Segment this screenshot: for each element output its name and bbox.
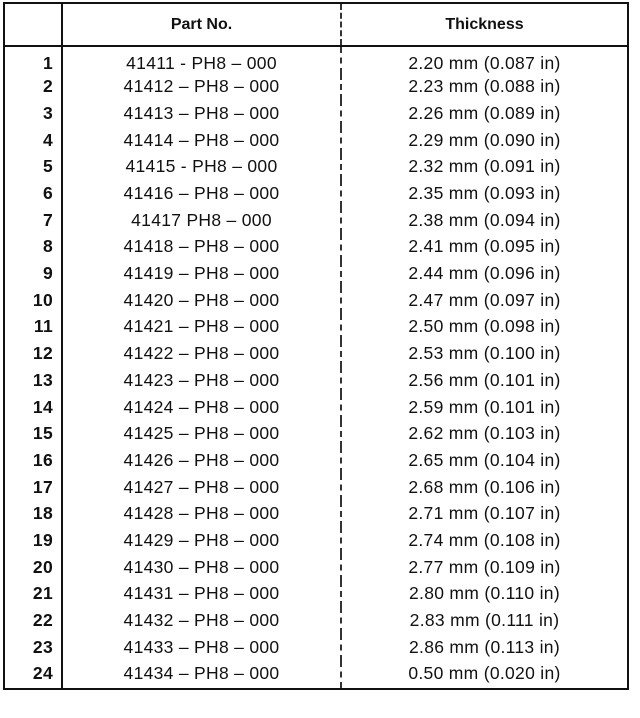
thickness-value: 2.83 mm (0.111 in) [341,607,628,634]
part-number: 41421 – PH8 – 000 [62,314,341,341]
part-number: 41423 – PH8 – 000 [62,367,341,394]
table-body [4,46,628,689]
thickness-value: 2.38 mm (0.094 in) [341,207,628,234]
header-thickness: Thickness [341,3,628,46]
row-number: 17 [4,474,62,501]
row-number: 15 [4,421,62,448]
thickness-value: 2.50 mm (0.098 in) [341,314,628,341]
thickness-value: 2.53 mm (0.100 in) [341,341,628,368]
thickness-value: 2.74 mm (0.108 in) [341,527,628,554]
table-row [4,261,628,288]
row-number: 7 [4,207,62,234]
header-part-no: Part No. [62,3,341,46]
thickness-value: 2.65 mm (0.104 in) [341,447,628,474]
row-number: 22 [4,607,62,634]
part-number: 41416 – PH8 – 000 [62,180,341,207]
part-number: 41413 – PH8 – 000 [62,100,341,127]
thickness-value: 2.44 mm (0.096 in) [341,261,628,288]
row-number: 13 [4,367,62,394]
table-row [4,421,628,448]
parts-thickness-table [3,2,629,690]
part-number: 41415 - PH8 – 000 [62,154,341,181]
part-number: 41424 – PH8 – 000 [62,394,341,421]
row-number: 3 [4,100,62,127]
table-row [4,554,628,581]
table-row [4,314,628,341]
table-row [4,180,628,207]
part-number: 41431 – PH8 – 000 [62,581,341,608]
row-number: 9 [4,261,62,288]
part-number: 41425 – PH8 – 000 [62,421,341,448]
row-number: 4 [4,127,62,154]
thickness-value: 2.41 mm (0.095 in) [341,234,628,261]
table-row [4,74,628,101]
row-number: 1 [4,46,62,74]
table-row [4,581,628,608]
part-number: 41417 PH8 – 000 [62,207,341,234]
table-row [4,634,628,661]
row-number: 6 [4,180,62,207]
part-number: 41412 – PH8 – 000 [62,74,341,101]
row-number: 2 [4,74,62,101]
thickness-value: 2.77 mm (0.109 in) [341,554,628,581]
part-number: 41422 – PH8 – 000 [62,341,341,368]
table-row [4,661,628,689]
row-number: 5 [4,154,62,181]
row-number: 18 [4,501,62,528]
thickness-value: 2.47 mm (0.097 in) [341,287,628,314]
thickness-value: 2.59 mm (0.101 in) [341,394,628,421]
table-row [4,207,628,234]
thickness-value: 2.56 mm (0.101 in) [341,367,628,394]
thickness-value: 2.26 mm (0.089 in) [341,100,628,127]
thickness-value: 2.20 mm (0.087 in) [341,46,628,74]
row-number: 14 [4,394,62,421]
header-number [4,3,62,46]
table-row [4,474,628,501]
part-number: 41414 – PH8 – 000 [62,127,341,154]
table-row [4,501,628,528]
part-number: 41427 – PH8 – 000 [62,474,341,501]
part-number: 41411 - PH8 – 000 [62,46,341,74]
thickness-value: 2.86 mm (0.113 in) [341,634,628,661]
row-number: 8 [4,234,62,261]
thickness-value: 2.29 mm (0.090 in) [341,127,628,154]
part-number: 41418 – PH8 – 000 [62,234,341,261]
table-header-row [4,3,628,46]
row-number: 21 [4,581,62,608]
part-number: 41429 – PH8 – 000 [62,527,341,554]
thickness-value: 2.23 mm (0.088 in) [341,74,628,101]
thickness-value: 2.62 mm (0.103 in) [341,421,628,448]
part-number: 41426 – PH8 – 000 [62,447,341,474]
part-number: 41430 – PH8 – 000 [62,554,341,581]
part-number: 41433 – PH8 – 000 [62,634,341,661]
table-row [4,394,628,421]
thickness-value: 2.32 mm (0.091 in) [341,154,628,181]
row-number: 19 [4,527,62,554]
table-row [4,154,628,181]
table-row [4,367,628,394]
row-number: 11 [4,314,62,341]
table-row [4,527,628,554]
row-number: 12 [4,341,62,368]
row-number: 23 [4,634,62,661]
thickness-value: 0.50 mm (0.020 in) [341,661,628,689]
table-row [4,234,628,261]
part-number: 41419 – PH8 – 000 [62,261,341,288]
row-number: 24 [4,661,62,689]
part-number: 41428 – PH8 – 000 [62,501,341,528]
table-row [4,46,628,74]
row-number: 10 [4,287,62,314]
table-row [4,287,628,314]
thickness-value: 2.71 mm (0.107 in) [341,501,628,528]
thickness-value: 2.35 mm (0.093 in) [341,180,628,207]
table-row [4,127,628,154]
thickness-value: 2.68 mm (0.106 in) [341,474,628,501]
table-row [4,447,628,474]
part-number: 41432 – PH8 – 000 [62,607,341,634]
part-number: 41420 – PH8 – 000 [62,287,341,314]
table-row [4,100,628,127]
row-number: 16 [4,447,62,474]
row-number: 20 [4,554,62,581]
table-row [4,607,628,634]
part-number: 41434 – PH8 – 000 [62,661,341,689]
thickness-value: 2.80 mm (0.110 in) [341,581,628,608]
table-row [4,341,628,368]
